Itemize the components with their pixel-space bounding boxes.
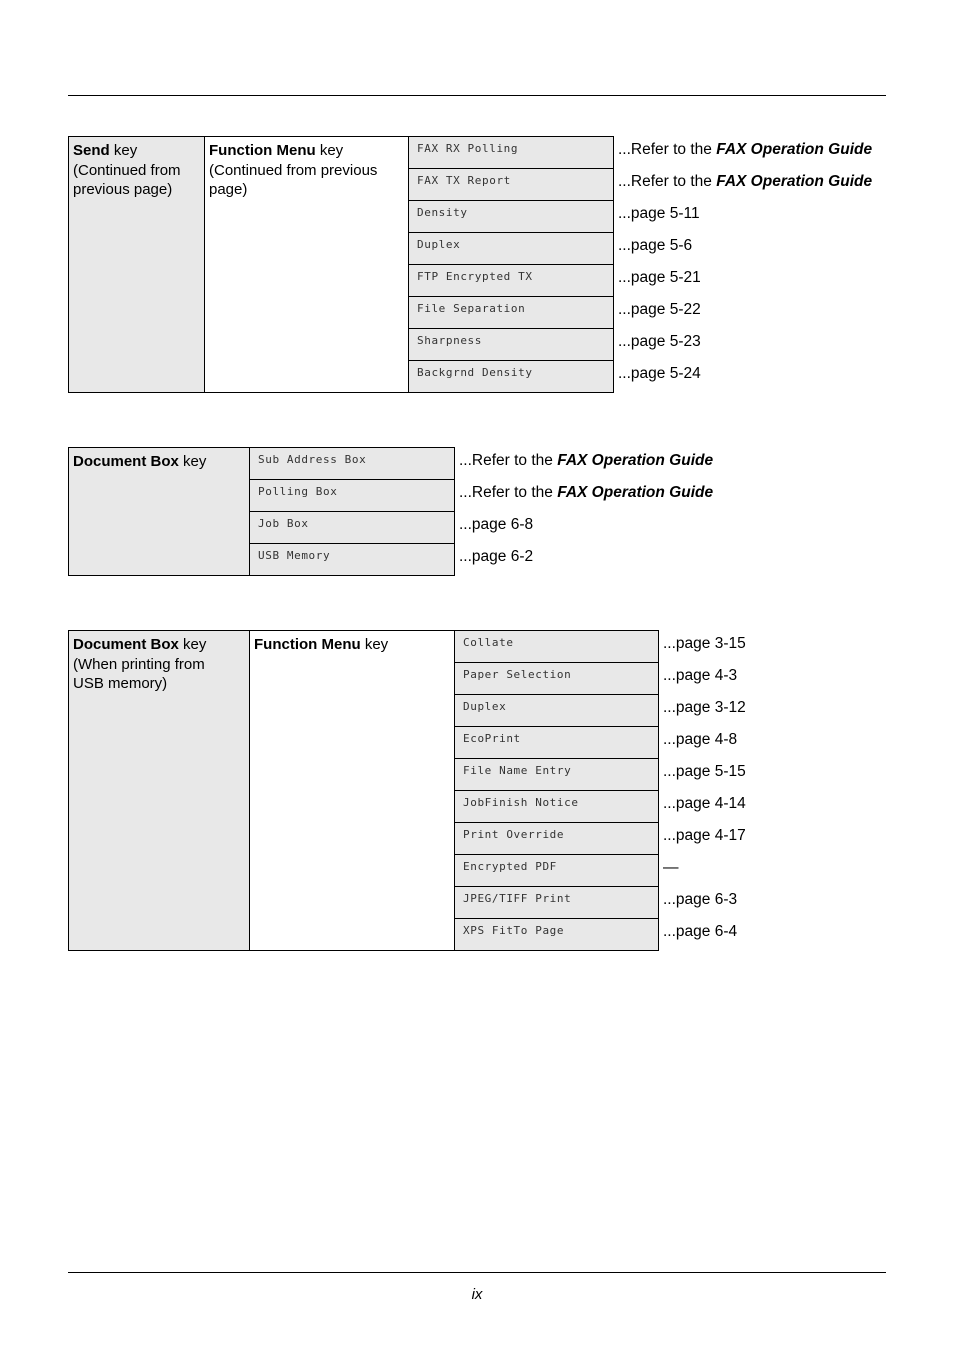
page-reference: ...Refer to the FAX Operation Guide: [618, 141, 873, 158]
page-reference: —: [663, 859, 679, 876]
menu-item: FTP Encrypted TX: [408, 264, 614, 297]
page-reference: ...page 6-2: [459, 548, 534, 565]
page-reference: ...Refer to the FAX Operation Guide: [459, 452, 714, 469]
function-menu-usb-key-name: Function Menu: [254, 636, 361, 653]
page-reference: ...page 3-15: [663, 635, 746, 652]
page-reference: ...page 5-6: [618, 237, 693, 254]
menu-item: Backgrnd Density: [408, 360, 614, 393]
guide-name: FAX Operation Guide: [716, 141, 873, 158]
menu-item: Duplex: [408, 232, 614, 265]
menu-item: File Name Entry: [454, 758, 659, 791]
menu-item: Collate: [454, 630, 659, 663]
guide-name: FAX Operation Guide: [557, 452, 714, 469]
document-box-usb-key-cell: Document Box key (When printing from USB memory): [68, 630, 250, 951]
page-reference: ...page 5-11: [618, 205, 700, 222]
page-number: ix: [471, 1286, 483, 1303]
menu-item: File Separation: [408, 296, 614, 329]
page-reference: ...Refer to the FAX Operation Guide: [618, 173, 873, 190]
page-reference: ...page 4-3: [663, 667, 738, 684]
function-menu-key-name: Function Menu: [209, 142, 316, 159]
page-reference: ...page 4-17: [663, 827, 746, 844]
page-reference: ...page 6-4: [663, 923, 738, 940]
page-reference: ...page 5-22: [618, 301, 701, 318]
send-key-name: Send: [73, 142, 110, 159]
menu-item: FAX RX Polling: [408, 136, 614, 169]
menu-item: Print Override: [454, 822, 659, 855]
page-reference: ...page 4-14: [663, 795, 746, 812]
page-reference: ...page 5-23: [618, 333, 701, 350]
menu-item: FAX TX Report: [408, 168, 614, 201]
page-reference: ...page 5-24: [618, 365, 701, 382]
menu-item: Job Box: [249, 511, 455, 544]
guide-name: FAX Operation Guide: [557, 484, 714, 501]
menu-item: Density: [408, 200, 614, 233]
menu-item: JPEG/TIFF Print: [454, 886, 659, 919]
document-box-key-name: Document Box: [73, 453, 179, 470]
menu-item: Duplex: [454, 694, 659, 727]
page-reference: ...page 5-21: [618, 269, 701, 286]
header-rule: [68, 95, 886, 96]
guide-name: FAX Operation Guide: [716, 173, 873, 190]
function-menu-usb-key-cell: Function Menu key: [249, 630, 455, 951]
menu-item: XPS FitTo Page: [454, 918, 659, 951]
page-reference: ...page 5-15: [663, 763, 746, 780]
menu-item: USB Memory: [249, 543, 455, 576]
function-menu-key-cell: Function Menu key (Continued from previous page): [204, 136, 409, 393]
send-key-cell: Send key (Continued from previous page): [68, 136, 205, 393]
menu-item: Sharpness: [408, 328, 614, 361]
page-reference: ...Refer to the FAX Operation Guide: [459, 484, 714, 501]
page-reference: ...page 6-3: [663, 891, 738, 908]
document-box-key-cell: Document Box key: [68, 447, 250, 576]
menu-item: Paper Selection: [454, 662, 659, 695]
page-reference: ...page 4-8: [663, 731, 738, 748]
menu-item: Polling Box: [249, 479, 455, 512]
menu-item: Encrypted PDF: [454, 854, 659, 887]
menu-item: EcoPrint: [454, 726, 659, 759]
menu-item: JobFinish Notice: [454, 790, 659, 823]
document-box-usb-key-name: Document Box: [73, 636, 179, 653]
menu-item: Sub Address Box: [249, 447, 455, 480]
page-reference: ...page 3-12: [663, 699, 746, 716]
footer-rule: [68, 1272, 886, 1273]
page-reference: ...page 6-8: [459, 516, 534, 533]
